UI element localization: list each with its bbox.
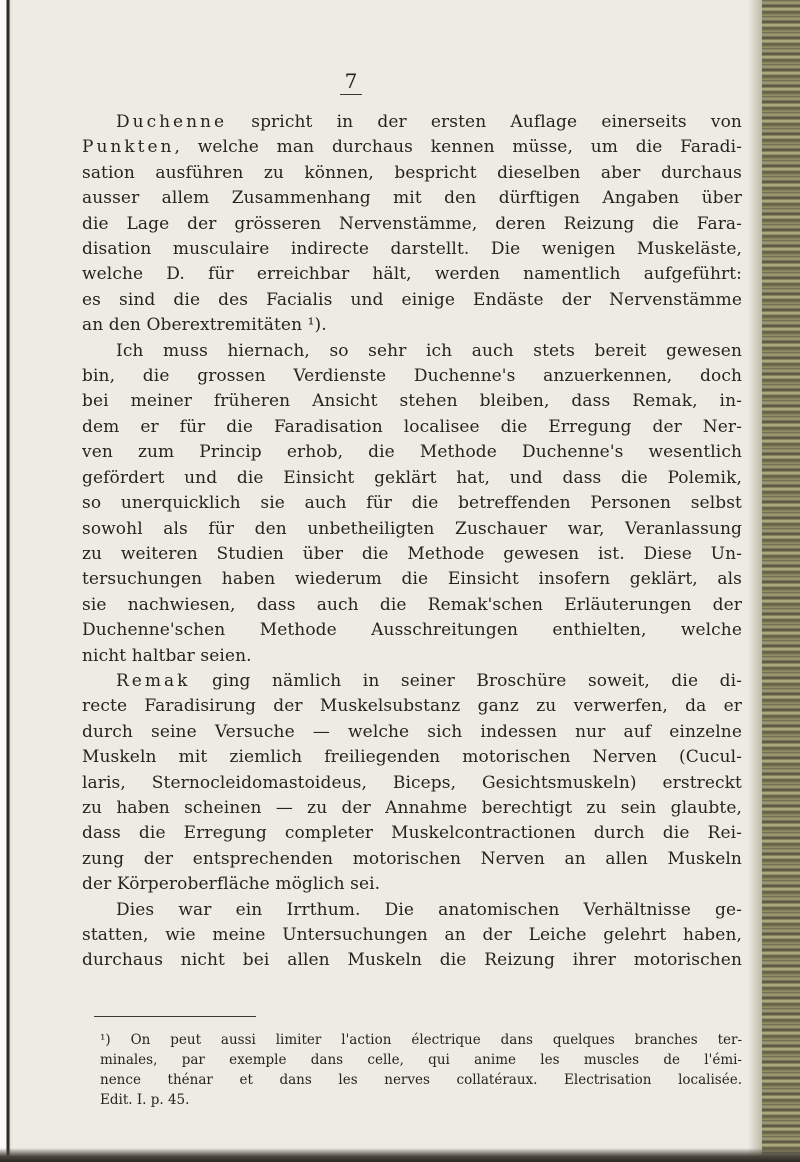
text-line: der Körperoberfläche möglich sei.: [82, 874, 381, 895]
footnote-divider: [94, 1016, 256, 1017]
text-line: dass die Erregung completer Muskelcontractionen durch die Rei-: [82, 823, 742, 844]
footnote-line: nence thénar et dans les nerves collatéraux. Electrisation localisée.: [100, 1072, 742, 1088]
footnote-line: ¹) On peut aussi limiter l'action électrique dans quelques branches ter-: [100, 1032, 742, 1048]
text-line: dem er für die Faradisation localisee die Erregung der Ner-: [82, 416, 742, 437]
text-line: sation ausführen zu können, bespricht dieselben aber durchaus: [82, 162, 742, 183]
page-curl-shadow: [748, 0, 762, 1162]
text-line: bei meiner früheren Ansicht stehen bleiben, dass Remak, in-: [82, 391, 742, 412]
text-line: statten, wie meine Untersuchungen an der Leiche gelehrt haben,: [82, 925, 742, 945]
line-text: spricht in der ersten Auflage einerseits von: [227, 112, 742, 132]
text-line: zung der entsprechenden motorischen Nerven an allen Muskeln: [82, 848, 742, 869]
text-line: zu haben scheinen — zu der Annahme berechtigt zu sein glaubte,: [82, 797, 742, 818]
text-line: an den Oberextremitäten ¹).: [82, 315, 327, 336]
text-line: bin, die grossen Verdienste Duchenne's anzuerkennen, doch: [82, 366, 742, 387]
text-line: nicht haltbar seien.: [82, 645, 252, 666]
text-line: es sind die des Facialis und einige Endäste der Nervenstämme: [82, 289, 742, 310]
text-line: so unerquicklich sie auch für die betreffenden Personen selbst: [82, 493, 742, 514]
spaced-name: Duchenne: [116, 112, 228, 132]
text-line: ven zum Princip erhob, die Methode Duchenne's wesentlich: [82, 442, 742, 463]
line-text: ging nämlich in seiner Broschüre soweit, die di-: [190, 670, 742, 691]
text-line: laris, Sternocleidomastoideus, Biceps, Gesichtsmuskeln) erstreckt: [82, 772, 742, 793]
text-line: Muskeln mit ziemlich freiliegenden motorischen Nerven (Cucul-: [82, 747, 742, 768]
text-line: welche D. für erreichbar hält, werden namentlich aufgeführt:: [82, 264, 742, 285]
body-text: [82, 110, 742, 974]
spaced-name: Punkten: [82, 137, 175, 158]
text-line: gefördert und die Einsicht geklärt hat, und dass die Polemik,: [82, 467, 742, 488]
page-bottom-shadow: [0, 1148, 800, 1162]
footnote-line: minales, par exemple dans celle, qui anime les muscles de l'émi-: [100, 1052, 742, 1068]
text-line: Ich muss hiernach, so sehr ich auch stets bereit gewesen: [116, 340, 742, 361]
text-line: sie nachwiesen, dass auch die Remak'schen Erläuterungen der: [82, 594, 742, 615]
text-line: zu weiteren Studien über die Methode gewesen ist. Diese Un-: [82, 543, 742, 564]
text-line: Duchenne'schen Methode Ausschreitungen enthielten, welche: [82, 620, 742, 641]
page-number: 7: [340, 70, 362, 95]
text-line: [82, 669, 742, 694]
text-line: sowohl als für den unbetheiligten Zuschauer war, Veranlassung: [82, 518, 742, 539]
book-fore-edge: [762, 0, 800, 1162]
text-line: [82, 135, 742, 160]
spaced-name: Remak: [116, 670, 191, 691]
text-line: tersuchungen haben wiederum die Einsicht insofern geklärt, als: [82, 569, 742, 590]
footnote-line: Edit. I. p. 45.: [100, 1092, 190, 1108]
text-line: die Lage der grösseren Nervenstämme, deren Reizung die Fara-: [82, 213, 742, 234]
text-line: recte Faradisirung der Muskelsubstanz ganz zu verwerfen, da er: [82, 696, 742, 717]
text-line: ausser allem Zusammenhang mit den dürftigen Angaben über: [82, 188, 742, 209]
line-text: , welche man durchaus kennen müsse, um die Faradi-: [174, 137, 742, 158]
text-line: [82, 110, 742, 135]
text-line: disation musculaire indirecte darstellt. Die wenigen Muskeläste,: [82, 239, 742, 260]
book-spine-edge: [0, 0, 12, 1162]
text-line: Dies war ein Irrthum. Die anatomischen Verhältnisse ge-: [116, 899, 742, 920]
text-line: durch seine Versuche — welche sich indessen nur auf einzelne: [82, 721, 742, 742]
footnote: [82, 1030, 742, 1110]
text-line: durchaus nicht bei allen Muskeln die Reizung ihrer motorischen: [82, 950, 742, 971]
